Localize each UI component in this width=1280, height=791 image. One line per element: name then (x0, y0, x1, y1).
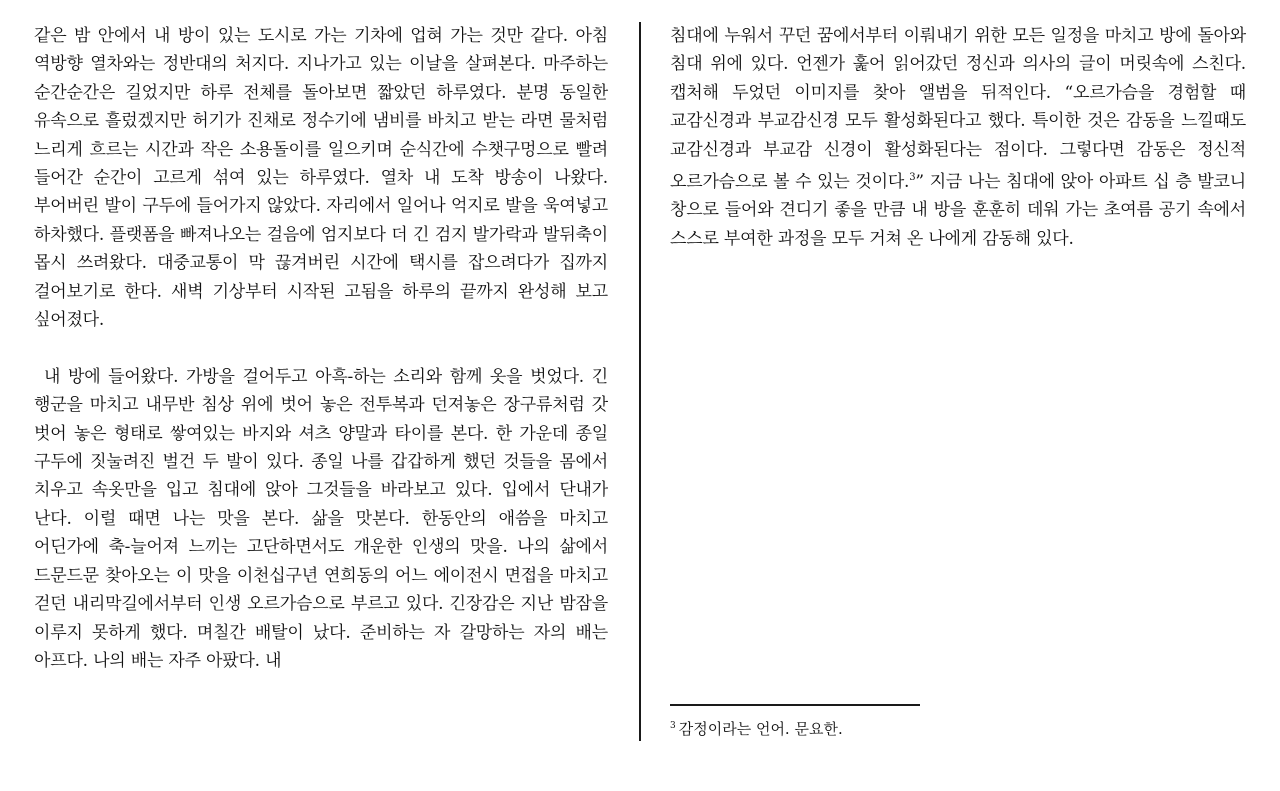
paragraph-left-1: 같은 밤 안에서 내 방이 있는 도시로 가는 기차에 업혀 가는 것만 같다. 아침 역방향 열차와는 정반대의 처지다. 지나가고 있는 이날을 살펴본다. 마주하는 순간순간은 길었지만 하루 전체를 돌아보면 짧았던 하루였다. 분명 동일한 유속으로 흘렀겠지만 허기가 진채로 정수기에 냄비를 바치고 받는 라면 물처럼 느리게 흐르는 시간과 작은 소용돌이를 일으키며 순식간에 수챗구멍으로 빨려 들어간 순간이 고르게 섞여 있는 하루였다. 열차 내 도착 방송이 나왔다. 부어버린 발이 구두에 들어가지 않았다. 자리에서 일어나 억지로 발을 욱여넣고 하차했다. 플랫폼을 빠져나오는 걸음에 엄지보다 더 긴 검지 발가락과 발뒤축이 몹시 쓰려왔다. 대중교통이 막 끊겨버린 시간에 택시를 잡으려다가 집까지 걸어보기로 한다. 새벽 기상부터 시작된 고됨을 하루의 끝까지 완성해 보고 싶어졌다. (34, 26, 608, 331)
left-column (34, 22, 608, 675)
paragraph-right-1-text: 침대에 누워서 꾸던 꿈에서부터 이뤄내기 위한 모든 일정을 마치고 방에 돌아와 침대 위에 있다. 언젠가 훑어 읽어갔던 정신과 의사의 글이 머릿속에 스친다. 캡처해 두었던 이미지를 찾아 앨범을 뒤적인다. “오르가슴을 경험할 때 교감신경과 부교감신경 모두 활성화된다고 했다. 특이한 것은 감동을 느낄때도 교감신경과 부교감 신경이 활성화된다는 점이다. 그렇다면 감동은 정신적 오르가슴으로 볼 수 있는 것이다. (670, 26, 1246, 193)
column-divider (639, 22, 641, 741)
footnote (670, 716, 843, 739)
footnote-number: 3 (670, 721, 676, 731)
footnote-reference: 3 (909, 172, 916, 184)
paragraph-left-2: 내 방에 들어왔다. 가방을 걸어두고 아흑-하는 소리와 함께 옷을 벗었다. 긴 행군을 마치고 내무반 침상 위에 벗어 놓은 전투복과 던져놓은 장구류처럼 갓 벗어 놓은 형태로 쌓여있는 바지와 셔츠 양말과 타이를 본다. 한 가운데 종일 구두에 짓눌려진 벌건 두 발이 있다. 종일 나를 갑갑하게 했던 것들을 몸에서 치우고 속옷만을 입고 침대에 앉아 그것들을 바라보고 있다. 입에서 단내가 난다. 이럴 때면 나는 맛을 본다. 삶을 맛본다. 한동안의 애씀을 마치고 어딘가에 축-늘어져 느끼는 고단하면서도 개운한 인생의 맛을. 나의 삶에서 드문드문 찾아오는 이 맛을 이천십구년 연희동의 어느 에이전시 면접을 마치고 걷던 내리막길에서부터 인생 오르가슴으로 부르고 있다. 긴장감은 지난 밤잠을 이루지 못하게 했다. 며칠간 배탈이 났다. 준비하는 자 갈망하는 자의 배는 아프다. 나의 배는 자주 아팠다. 내 (34, 366, 608, 671)
closing-quote: ” (915, 172, 924, 193)
paragraph-right-1 (670, 22, 1246, 253)
paragraph-right-1-continued: 지금 나는 침대에 앉아 아파트 십 층 발코니 창으로 들어와 견디기 좋을 만큼 내 방을 훈훈히 데워 가는 초여름 공기 속에서 스스로 부여한 과정을 모두 거쳐 온 나에게 감동해 있다. (670, 172, 1247, 249)
right-column (670, 22, 1246, 253)
footnote-text: 감정이라는 언어. 문요한. (678, 720, 843, 738)
footnote-separator (670, 704, 920, 706)
